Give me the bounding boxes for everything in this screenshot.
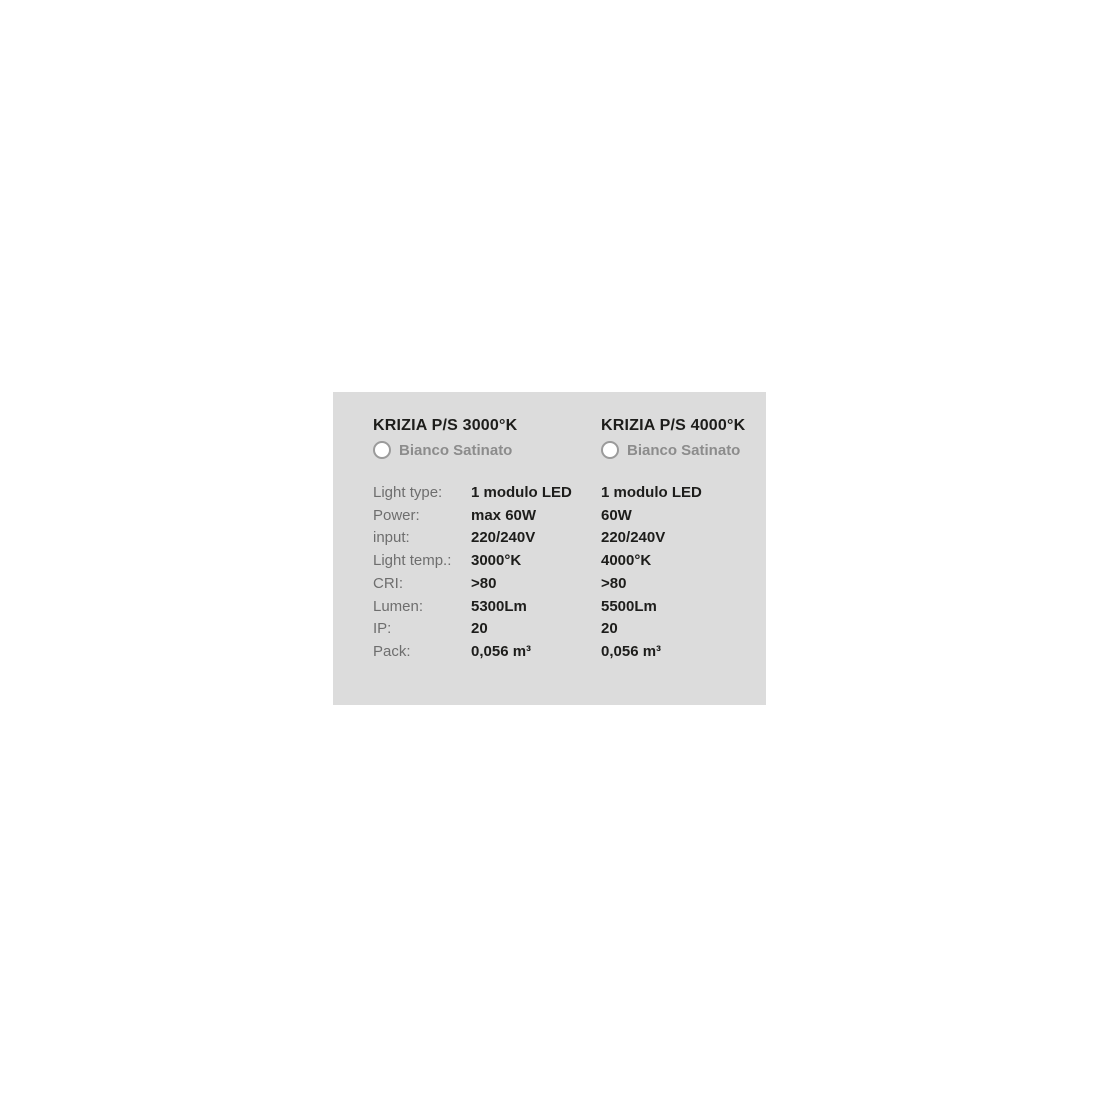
product-headers xyxy=(373,416,756,459)
spec-value: 60W xyxy=(601,506,632,524)
spec-value: 5300Lm xyxy=(471,597,527,615)
spec-value: 1 modulo LED xyxy=(601,484,702,501)
spec-value: 1 modulo LED xyxy=(471,484,572,501)
spec-label: Light temp.: xyxy=(373,552,452,570)
spec-label: input: xyxy=(373,529,410,547)
finish-option xyxy=(601,441,756,459)
spec-value: 220/240V xyxy=(471,529,536,547)
product-spec-panel xyxy=(333,392,766,705)
spec-value: 0,056 m³ xyxy=(601,642,662,660)
spec-value: 5500Lm xyxy=(601,597,657,615)
spec-value: 3000°K xyxy=(471,552,522,570)
spec-value: max 60W xyxy=(471,506,537,524)
spec-value: 20 xyxy=(601,620,618,638)
spec-label: Light type: xyxy=(373,484,443,501)
product-header-3000k xyxy=(373,416,601,459)
spec-label: CRI: xyxy=(373,574,403,592)
spec-label: Power: xyxy=(373,506,420,524)
spec-value: >80 xyxy=(471,574,497,592)
color-swatch-icon[interactable] xyxy=(373,441,391,459)
product-title: KRIZIA P/S 4000°K xyxy=(601,417,746,434)
product-header-4000k xyxy=(601,416,756,459)
color-swatch-icon[interactable] xyxy=(601,441,619,459)
spec-label: Pack: xyxy=(373,642,411,660)
product-title: KRIZIA P/S 3000°K xyxy=(373,417,518,434)
finish-option xyxy=(373,441,601,459)
spec-value: 4000°K xyxy=(601,552,652,570)
finish-label: Bianco Satinato xyxy=(399,441,513,459)
spec-table xyxy=(373,482,756,664)
spec-label: Lumen: xyxy=(373,597,424,615)
spec-value: 220/240V xyxy=(601,529,666,547)
spec-value: 20 xyxy=(471,620,488,638)
spec-value: 0,056 m³ xyxy=(471,642,532,660)
finish-label: Bianco Satinato xyxy=(627,441,741,459)
spec-label: IP: xyxy=(373,620,392,638)
spec-value: >80 xyxy=(601,574,627,592)
